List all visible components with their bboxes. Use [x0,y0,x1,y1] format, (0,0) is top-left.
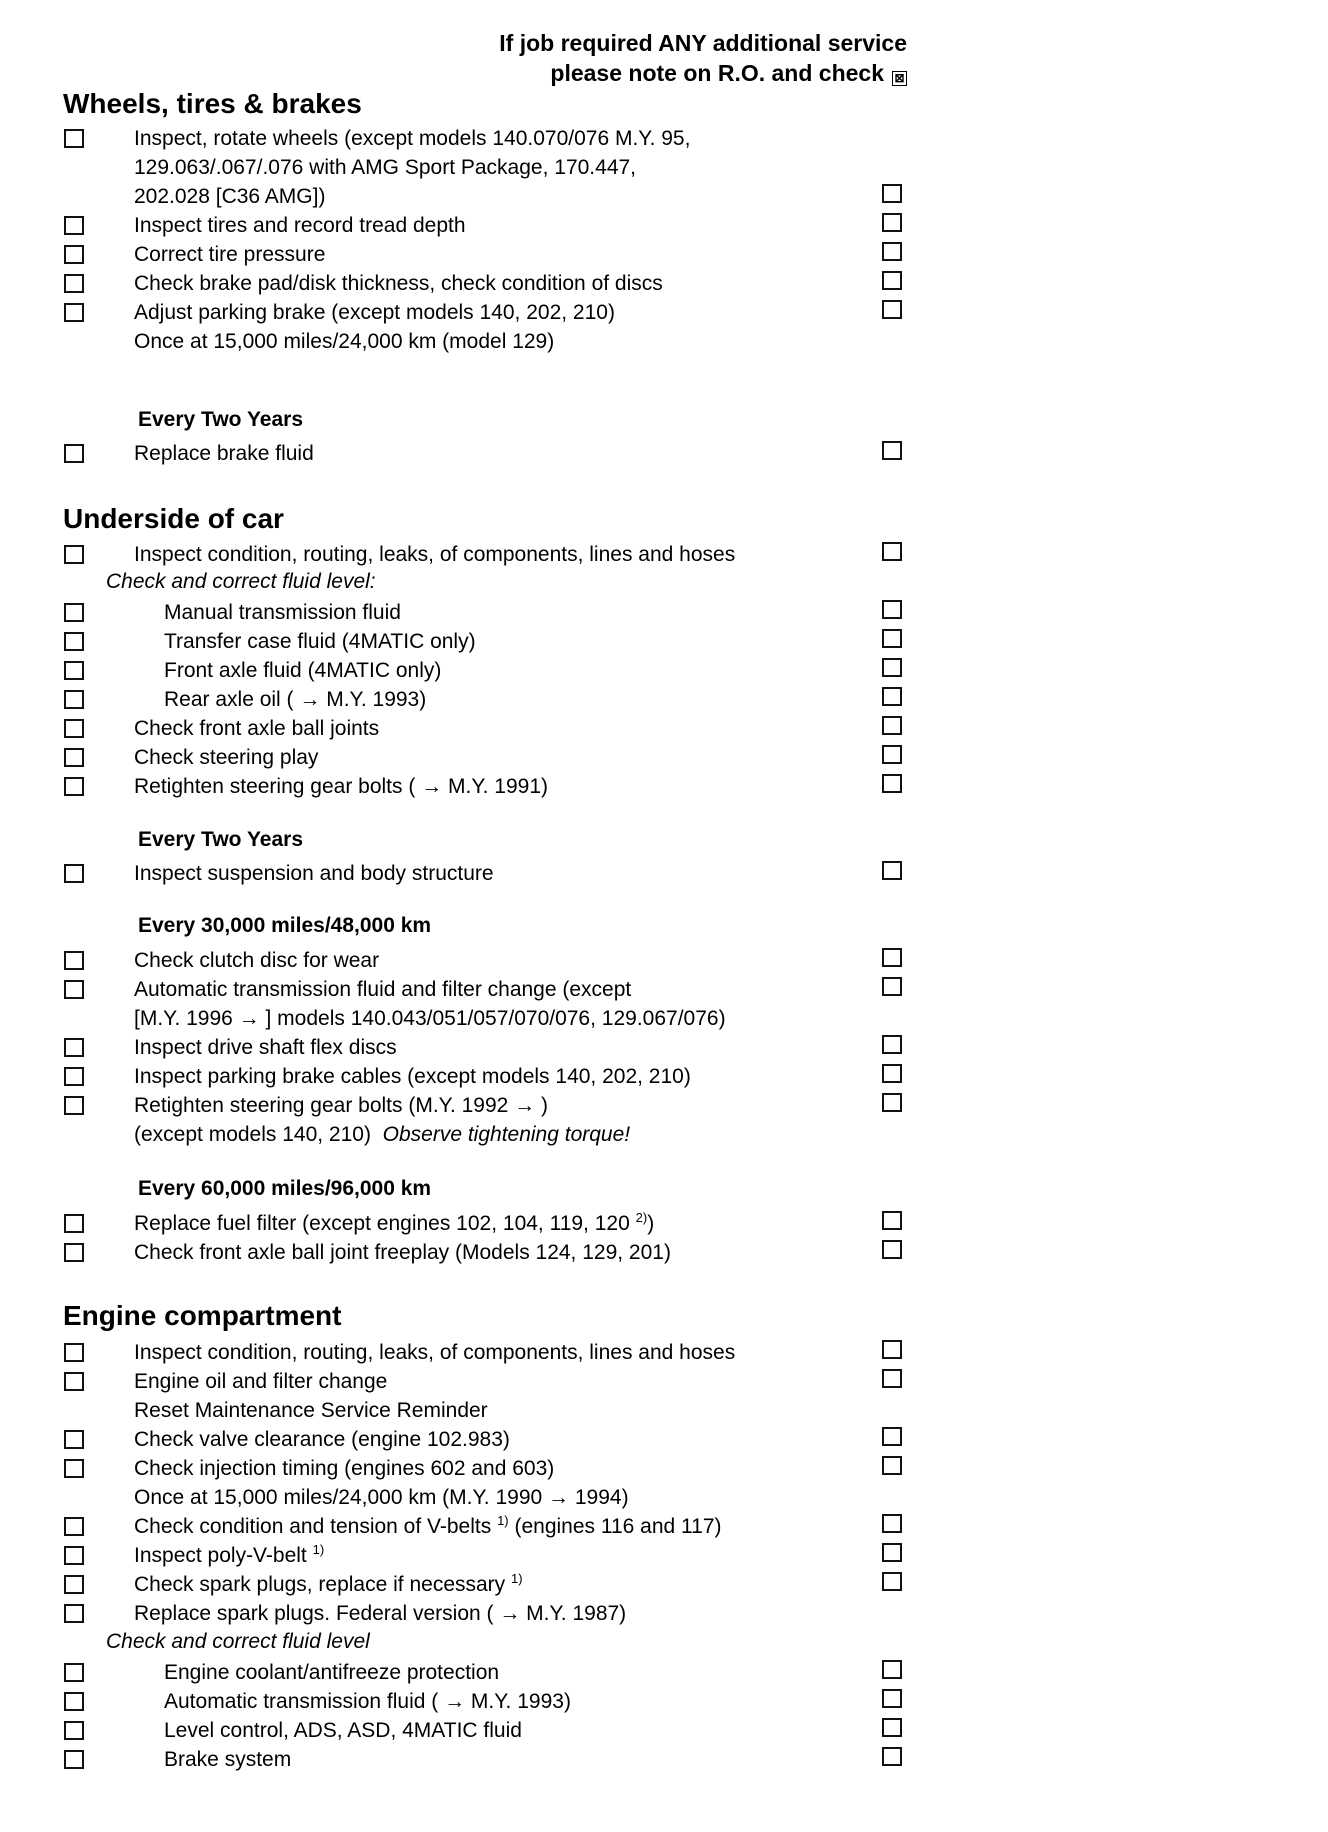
right-checkbox[interactable] [882,774,902,793]
left-checkbox[interactable] [64,661,84,680]
item-text: Retighten steering gear bolts ( → M.Y. 1991) [134,775,549,798]
left-checkbox[interactable] [64,1750,84,1769]
right-checkbox[interactable] [882,1240,902,1259]
item-text: Adjust parking brake (except models 140, 202, 210) [134,301,615,324]
left-checkbox[interactable] [64,864,84,883]
left-checkbox[interactable] [64,1575,84,1594]
checklist-row [0,1369,1328,1398]
checklist-row [0,861,1328,890]
checklist-row [0,687,1328,716]
checklist-row [0,658,1328,687]
item-text: Front axle fluid (4MATIC only) [164,659,442,682]
footnote-marker: 1) [497,1513,509,1528]
right-checkbox[interactable] [882,1456,902,1475]
item-text: Replace brake fluid [134,442,314,465]
checklist-row [0,1064,1328,1093]
left-checkbox[interactable] [64,690,84,709]
item-text [134,1514,722,1540]
left-checkbox[interactable] [64,1430,84,1449]
left-checkbox[interactable] [64,632,84,651]
right-checkbox[interactable] [882,1035,902,1054]
left-checkbox[interactable] [64,1459,84,1478]
item-text: Inspect drive shaft flex discs [134,1036,397,1059]
section-title-underside: Underside of car [63,503,284,534]
left-checkbox[interactable] [64,1214,84,1233]
torque-warning: Observe tightening torque! [382,1123,631,1146]
checklist-row [0,300,1328,329]
right-checkbox[interactable] [882,1369,902,1388]
left-checkbox[interactable] [64,1721,84,1740]
item-continuation: [M.Y. 1996 → ] models 140.043/051/057/070/076, 129.067/076) [134,1007,726,1030]
item-text: 202.028 [C36 AMG]) [134,185,326,208]
item-text [134,1211,654,1237]
right-checkbox[interactable] [882,1093,902,1112]
checklist-row [0,1035,1328,1064]
left-checkbox[interactable] [64,1692,84,1711]
left-checkbox[interactable] [64,1243,84,1262]
checked-box-icon: ⊠ [892,71,907,86]
item-text: Inspect suspension and body structure [134,862,494,885]
right-checkbox[interactable] [882,977,902,996]
fluid-level-heading: Check and correct fluid level: [106,570,376,593]
item-text: Check injection timing (engines 602 and 603) [134,1457,555,1480]
left-checkbox[interactable] [64,1546,84,1565]
subheading-every-two-years: Every Two Years [138,408,303,431]
right-checkbox[interactable] [882,1211,902,1230]
checklist-row [0,745,1328,774]
checklist-row [0,1689,1328,1718]
checklist-row [0,1240,1328,1269]
subheading-30000-miles: Every 30,000 miles/48,000 km [138,914,432,937]
footnote-marker: 2) [635,1210,648,1225]
checklist-row [0,716,1328,745]
item-text: Retighten steering gear bolts (M.Y. 1992 → ) [134,1094,549,1117]
item-text-main: Replace fuel filter (except engines 102, 104, 119, 120 [134,1212,630,1235]
checklist-row [0,1747,1328,1776]
item-text: Level control, ADS, ASD, 4MATIC fluid [164,1719,522,1742]
right-checkbox[interactable] [882,658,902,677]
item-text-after: ) [647,1212,655,1235]
checklist-row [0,948,1328,977]
left-checkbox[interactable] [64,1096,84,1115]
left-checkbox[interactable] [64,1517,84,1536]
right-checkbox[interactable] [882,1718,902,1737]
item-text: Inspect tires and record tread depth [134,214,466,237]
section-title-wheels: Wheels, tires & brakes [63,88,362,119]
right-checkbox[interactable] [882,1689,902,1708]
item-text: Inspect condition, routing, leaks, of components, lines and hoses [134,1341,736,1364]
left-checkbox[interactable] [64,1067,84,1086]
item-continuation: 129.063/.067/.076 with AMG Sport Package, 170.447, [134,156,637,179]
right-checkbox[interactable] [882,1543,902,1562]
checklist-row [0,1572,1328,1601]
checklist-row [0,213,1328,242]
item-text: Brake system [164,1748,292,1771]
left-checkbox[interactable] [64,545,84,564]
checklist-row [0,1427,1328,1456]
right-checkbox[interactable] [882,242,902,261]
item-text: Engine coolant/antifreeze protection [164,1661,500,1684]
footnote-marker: 1) [511,1571,523,1586]
checklist-row [0,1601,1328,1630]
left-checkbox[interactable] [64,1372,84,1391]
item-text [134,1572,523,1598]
checklist-row [0,774,1328,803]
item-text: Engine oil and filter change [134,1370,388,1393]
header-line-1: If job required ANY additional service [499,30,907,56]
right-checkbox[interactable] [882,1572,902,1591]
left-checkbox[interactable] [64,1038,84,1057]
left-checkbox[interactable] [64,719,84,738]
checklist-row [0,1456,1328,1485]
right-checkbox[interactable] [882,1747,902,1766]
item-text-main: Inspect poly-V-belt [134,1544,307,1567]
checklist-row [0,441,1328,470]
checklist-row [0,1340,1328,1369]
checklist-row [0,1543,1328,1572]
checklist-row [0,1211,1328,1240]
right-checkbox[interactable] [882,1340,902,1359]
item-text-main: Check condition and tension of V-belts [134,1515,492,1538]
item-continuation: Reset Maintenance Service Reminder [134,1399,488,1422]
checklist-row [0,242,1328,271]
checklist-row [0,629,1328,658]
checklist-row [0,1718,1328,1747]
item-text: Inspect parking brake cables (except models 140, 202, 210) [134,1065,691,1088]
checklist-row [0,977,1328,1006]
item-text: Replace spark plugs. Federal version ( → M.Y. 1987) [134,1602,627,1625]
right-checkbox[interactable] [882,745,902,764]
right-checkbox[interactable] [882,1514,902,1533]
header-line-2-text: please note on R.O. and check [550,60,884,86]
right-checkbox[interactable] [882,1064,902,1083]
item-text: Check front axle ball joint freeplay (Models 124, 129, 201) [134,1241,671,1264]
item-text: Inspect, rotate wheels (except models 140.070/076 M.Y. 95, [134,127,691,150]
item-text: Manual transmission fluid [164,601,401,624]
checklist-row [0,184,1328,213]
left-checkbox[interactable] [64,274,84,293]
right-checkbox[interactable] [882,629,902,648]
right-checkbox[interactable] [882,300,902,319]
item-text: Check front axle ball joints [134,717,380,740]
checklist-row [0,271,1328,300]
item-text [134,1543,324,1569]
item-text: Correct tire pressure [134,243,326,266]
item-continuation [134,1122,630,1148]
item-text: Check clutch disc for wear [134,949,380,972]
right-checkbox[interactable] [882,600,902,619]
left-checkbox[interactable] [64,777,84,796]
item-text-main: Check spark plugs, replace if necessary [134,1573,506,1596]
left-checkbox[interactable] [64,444,84,463]
right-checkbox[interactable] [882,441,902,460]
checklist-row [0,126,1328,155]
left-checkbox[interactable] [64,980,84,999]
left-checkbox[interactable] [64,1604,84,1623]
left-checkbox[interactable] [64,303,84,322]
item-text: Inspect condition, routing, leaks, of components, lines and hoses [134,543,736,566]
item-text: Check brake pad/disk thickness, check condition of discs [134,272,663,295]
item-note: Once at 15,000 miles/24,000 km (model 129) [134,330,555,353]
left-checkbox[interactable] [64,748,84,767]
left-checkbox[interactable] [64,129,84,148]
section-title-engine: Engine compartment [63,1300,342,1331]
right-checkbox[interactable] [882,1427,902,1446]
right-checkbox[interactable] [882,948,902,967]
right-checkbox[interactable] [882,1660,902,1679]
right-checkbox[interactable] [882,861,902,880]
checklist-row [0,1660,1328,1689]
left-checkbox[interactable] [64,951,84,970]
left-checkbox[interactable] [64,1343,84,1362]
right-checkbox[interactable] [882,687,902,706]
item-continuation: Once at 15,000 miles/24,000 km (M.Y. 1990 → 1994) [134,1486,629,1509]
item-text: Rear axle oil ( → M.Y. 1993) [164,688,427,711]
left-checkbox[interactable] [64,603,84,622]
checklist-row [0,600,1328,629]
item-text: Automatic transmission fluid and filter change (except [134,978,632,1001]
fluid-level-heading: Check and correct fluid level [106,1630,370,1653]
header-line-2 [550,60,907,87]
right-checkbox[interactable] [882,271,902,290]
item-text: Check steering play [134,746,319,769]
left-checkbox[interactable] [64,216,84,235]
right-checkbox[interactable] [882,213,902,232]
item-continuation-text: (except models 140, 210) [134,1123,371,1146]
subheading-60000-miles: Every 60,000 miles/96,000 km [138,1177,432,1200]
left-checkbox[interactable] [64,245,84,264]
left-checkbox[interactable] [64,1663,84,1682]
checklist-row [0,1514,1328,1543]
subheading-every-two-years: Every Two Years [138,828,303,851]
right-checkbox[interactable] [882,542,902,561]
right-checkbox[interactable] [882,184,902,203]
footnote-marker: 1) [312,1542,325,1557]
checklist-row [0,1093,1328,1122]
item-text-after: (engines 116 and 117) [508,1515,722,1538]
item-text: Automatic transmission fluid ( → M.Y. 1993) [164,1690,571,1713]
right-checkbox[interactable] [882,716,902,735]
item-text: Transfer case fluid (4MATIC only) [164,630,476,653]
checklist-row [0,542,1328,571]
item-text: Check valve clearance (engine 102.983) [134,1428,510,1451]
